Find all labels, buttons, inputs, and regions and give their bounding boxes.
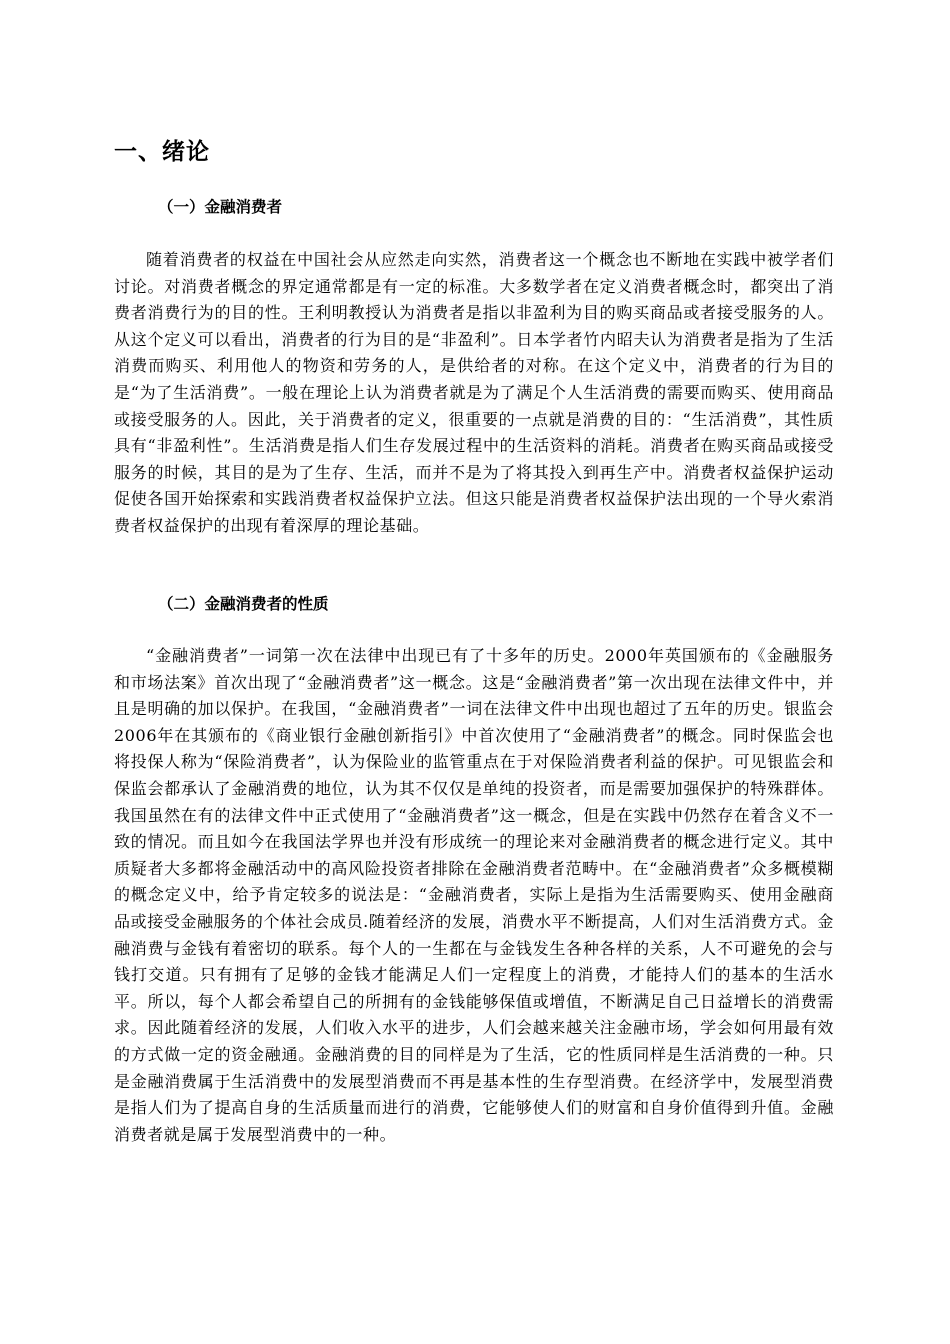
section-title-consumer-nature: （二）金融消费者的性质 (158, 595, 329, 613)
section-paragraph-financial-consumer: 随着消费者的权益在中国社会从应然走向实然，消费者这一个概念也不断地在实践中被学者们讨论。对消费者概念的界定通常都是有一定的标准。大多数学者在定义消费者概念时，都突出了消费者消费行为的目的性。王利明教授认为消费者是指以非盈利为目的购买商品或者接受服务的人。从这个定义可以看出，消费者的行为目的是“非盈利”。日本学者竹内昭夫认为消费者是指为了生活消费而购买、利用他人的物资和劳务的人，是供给者的对称。在这个定义中，消费者的行为目的是“为了生活消费”。一般在理论上认为消费者就是为了满足个人生活消费的需要而购买、使用商品或接受服务的人。因此，关于消费者的定义，很重要的一点就是消费的目的：“生活消费”，其性质具有“非盈利性”。生活消费是指人们生存发展过程中的生活资料的消耗。消费者在购买商品或接受服务的时候，其目的是为了生存、生活，而并不是为了将其投入到再生产中。消费者权益保护运动促使各国开始探索和实践消费者权益保护立法。但这只能是消费者权益保护法出现的一个导火索消费者权益保护的出现有着深厚的理论基础。 (114, 250, 834, 535)
chapter-title: 一、绪论 (114, 139, 210, 165)
section-paragraph-consumer-nature: “金融消费者”一词第一次在法律中出现已有了十多年的历史。2000年英国颁布的《金融服务和市场法案》首次出现了“金融消费者”这一概念。这是“金融消费者”第一次出现在法律文件中，并且是明确的加以保护。在我国，“金融消费者”一词在法律文件中出现也超过了五年的历史。银监会2006年在其颁布的《商业银行金融创新指引》中首次使用了“金融消费者”的概念。同时保监会也将投保人称为“保险消费者”，认为保险业的监管重点在于对保险消费者利益的保护。可见银监会和保监会都承认了金融消费的地位，认为其不仅仅是单纯的投资者，而是需要加强保护的特殊群体。我国虽然在有的法律文件中正式使用了“金融消费者”这一概念，但是在实践中仍然存在着含义不一致的情况。而且如今在我国法学界也并没有形成统一的理论来对金融消费者的概念进行定义。其中质疑者大多都将金融活动中的高风险投资者排除在金融消费者范畴中。在“金融消费者”众多概模糊的概念定义中，给予肯定较多的说法是：“金融消费者，实际上是指为生活需要购买、使用金融商品或接受金融服务的个体社会成员.随着经济的发展，消费水平不断提高，人们对生活消费方式。金融消费与金钱有着密切的联系。每个人的一生都在与金钱发生各种各样的关系，人不可避免的会与钱打交道。只有拥有了足够的金钱才能满足人们一定程度上的消费，才能持人们的基本的生活水平。所以，每个人都会希望自己的所拥有的金钱能够保值或增值，不断满足自己日益增长的消费需求。因此随着经济的发展，人们收入水平的进步，人们会越来越关注金融市场，学会如何用最有效的方式做一定的资金融通。金融消费的目的同样是为了生活，它的性质同样是生活消费的一种。只是金融消费属于生活消费中的发展型消费而不再是基本性的生存型消费。在经济学中，发展型消费是指人们为了提高自身的生活质量而进行的消费，它能够使人们的财富和自身价值得到升值。金融消费者就是属于发展型消费中的一种。 (114, 646, 834, 1144)
section-title-financial-consumer: （一）金融消费者 (158, 198, 283, 216)
